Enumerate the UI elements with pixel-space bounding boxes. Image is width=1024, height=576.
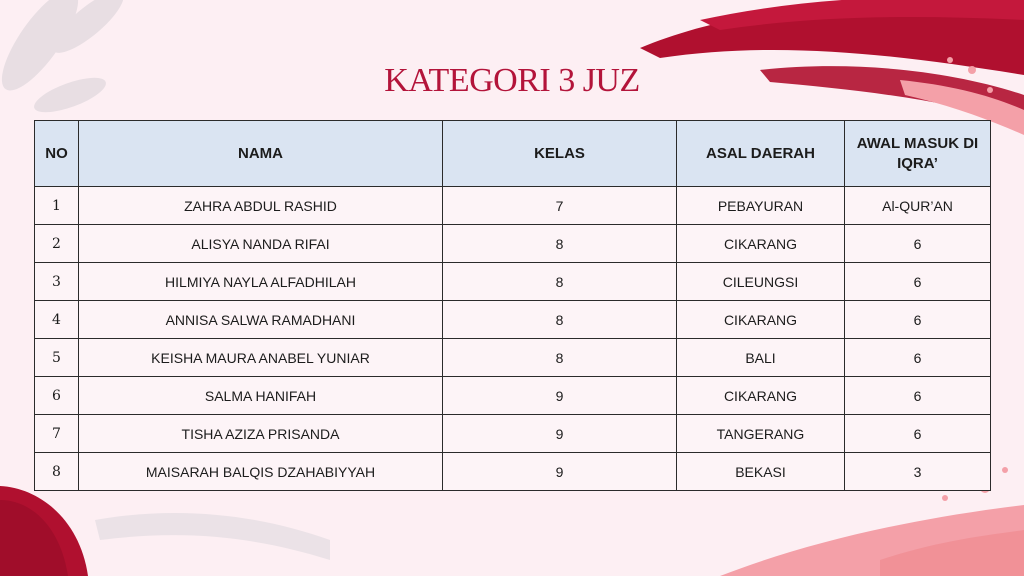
cell-no: 1 — [35, 187, 79, 225]
cell-asal: CIKARANG — [677, 225, 845, 263]
cell-iqra: 6 — [845, 339, 991, 377]
header-no: NO — [35, 121, 79, 187]
table-row — [35, 301, 991, 339]
cell-no: 4 — [35, 301, 79, 339]
page-title: KATEGORI 3 JUZ — [384, 62, 640, 99]
cell-asal: CIKARANG — [677, 301, 845, 339]
cell-asal: TANGERANG — [677, 415, 845, 453]
cell-nama: SALMA HANIFAH — [79, 377, 443, 415]
brush-stroke-bottom-left — [0, 486, 88, 576]
cell-iqra: 6 — [845, 225, 991, 263]
cell-asal: CILEUNGSI — [677, 263, 845, 301]
cell-no: 3 — [35, 263, 79, 301]
cell-nama: ZAHRA ABDUL RASHID — [79, 187, 443, 225]
cell-kelas: 8 — [443, 301, 677, 339]
cell-kelas: 8 — [443, 225, 677, 263]
table-header-row — [35, 121, 991, 187]
table-row — [35, 453, 991, 491]
cell-kelas: 9 — [443, 415, 677, 453]
grey-brush-decoration — [95, 513, 330, 560]
table-row — [35, 339, 991, 377]
header-asal-daerah: ASAL DAERAH — [677, 121, 845, 187]
cell-iqra: 6 — [845, 415, 991, 453]
cell-kelas: 8 — [443, 263, 677, 301]
table-row — [35, 187, 991, 225]
cell-kelas: 8 — [443, 339, 677, 377]
cell-no: 5 — [35, 339, 79, 377]
header-kelas: KELAS — [443, 121, 677, 187]
cell-nama: MAISARAH BALQIS DZAHABIYYAH — [79, 453, 443, 491]
cell-asal: BALI — [677, 339, 845, 377]
cell-iqra: 6 — [845, 263, 991, 301]
cell-no: 2 — [35, 225, 79, 263]
table-row — [35, 377, 991, 415]
cell-iqra: 3 — [845, 453, 991, 491]
cell-kelas: 7 — [443, 187, 677, 225]
cell-iqra: 6 — [845, 377, 991, 415]
cell-nama: ALISYA NANDA RIFAI — [79, 225, 443, 263]
cell-iqra: Al-QUR’AN — [845, 187, 991, 225]
cell-nama: HILMIYA NAYLA ALFADHILAH — [79, 263, 443, 301]
student-table — [34, 120, 991, 491]
cell-no: 7 — [35, 415, 79, 453]
cell-nama: KEISHA MAURA ANABEL YUNIAR — [79, 339, 443, 377]
table-row — [35, 225, 991, 263]
cell-asal: CIKARANG — [677, 377, 845, 415]
cell-no: 6 — [35, 377, 79, 415]
header-nama: NAMA — [79, 121, 443, 187]
cell-nama: TISHA AZIZA PRISANDA — [79, 415, 443, 453]
cell-kelas: 9 — [443, 377, 677, 415]
cell-iqra: 6 — [845, 301, 991, 339]
table-row — [35, 415, 991, 453]
cell-no: 8 — [35, 453, 79, 491]
cell-asal: BEKASI — [677, 453, 845, 491]
cell-asal: PEBAYURAN — [677, 187, 845, 225]
leaf-decoration-icon — [0, 0, 131, 119]
header-awal-masuk: AWAL MASUK DI IQRA’ — [845, 121, 991, 187]
cell-kelas: 9 — [443, 453, 677, 491]
cell-nama: ANNISA SALWA RAMADHANI — [79, 301, 443, 339]
table-row — [35, 263, 991, 301]
